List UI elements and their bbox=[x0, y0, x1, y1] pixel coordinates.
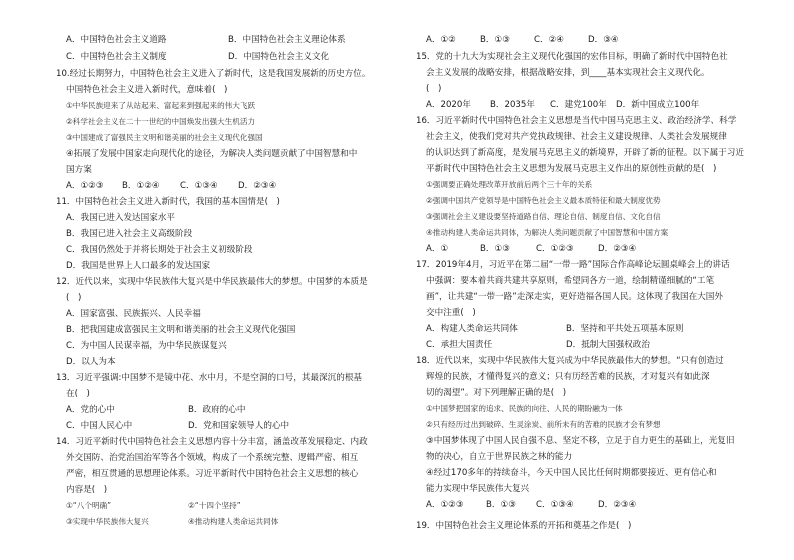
q15-stem-line-2: 会主义发展的战略安排，根据战略安排，到____基本实现社会主义现代化。 bbox=[426, 68, 710, 78]
q12-option-a[interactable]: A．国家富强、民族振兴、人民幸福 bbox=[66, 309, 201, 319]
q18-statement-3: ③中国梦体现了中国人民自强不息、坚定不移，立足于自力更生的基础上，光复旧 bbox=[426, 436, 735, 446]
q9-option-b[interactable]: B．中国特色社会主义理论体系 bbox=[228, 35, 346, 45]
q14-stem-line-2: 外交国防、治党治国治军等各个领域，构成了一个系统完整、逻辑严密、相互 bbox=[66, 453, 359, 463]
q10-statement-4-cont: 国方案 bbox=[66, 165, 92, 175]
q11-option-b[interactable]: B．我国已进入社会主义高级阶段 bbox=[66, 229, 193, 239]
q13-stem-line-2: 在( ) bbox=[66, 389, 90, 399]
q14-statement-3: ③实现中华民族伟大复兴 bbox=[66, 517, 149, 526]
q10-statement-1: ①中华民族迎来了从站起来、富起来到强起来的伟大飞跃 bbox=[66, 101, 256, 110]
q13-option-a[interactable]: A．党的心中 bbox=[66, 405, 115, 415]
q18-statement-1: ①中国梦把国家的追求、民族的向往、人民的期盼融为一体 bbox=[426, 404, 623, 413]
q12-stem-line-2: ( ) bbox=[66, 293, 82, 303]
q14-statement-4: ④推动构建人类命运共同体 bbox=[188, 517, 279, 526]
q16-option-b[interactable]: B．①③ bbox=[480, 244, 510, 254]
q10-statement-4: ④拓展了发展中国家走向现代化的途径，为解决人类问题贡献了中国智慧和中 bbox=[66, 149, 358, 159]
q15-option-d[interactable]: D．新中国成立100年 bbox=[616, 100, 700, 110]
q18-statement-3-cont: 物的决心，自立于世界民族之林的能力 bbox=[426, 452, 573, 462]
q14-option-d[interactable]: D．③④ bbox=[588, 35, 619, 45]
q17-stem-line-3: 画”，让共建“一带一路”走深走实，更好造福各国人民。这体现了我国在大国外 bbox=[426, 292, 723, 302]
q14-option-c[interactable]: C．②④ bbox=[534, 35, 565, 45]
q13-option-c[interactable]: C．中国人民心中 bbox=[66, 421, 133, 431]
q16-option-d[interactable]: D．②③④ bbox=[598, 244, 637, 254]
q16-stem-line-2: 社会主义，使我们党对共产党执政规律、社会主义建设规律、人类社会发展规律 bbox=[426, 132, 727, 142]
q16-statement-2: ②强调中国共产党领导是中国特色社会主义最本质特征和最大制度优势 bbox=[426, 196, 661, 205]
q10-stem-line-2: 中国特色社会主义进入新时代，意味着( ) bbox=[66, 85, 228, 95]
q15-option-c[interactable]: C．建党100年 bbox=[550, 100, 607, 110]
q17-stem-line-4: 交中注重( ) bbox=[426, 308, 476, 318]
q10-statement-3: ③中国建成了富强民主文明和谐美丽的社会主义现代化强国 bbox=[66, 133, 263, 142]
q18-stem-line-3: 切的渴望”。对下列理解正确的是( ) bbox=[426, 388, 567, 398]
q16-statement-1: ①强调要正确处理改革开放前后两个三十年的关系 bbox=[426, 180, 593, 189]
q16-option-a[interactable]: A．① bbox=[426, 244, 449, 254]
q13-option-d[interactable]: D．党和国家领导人的心中 bbox=[188, 421, 290, 431]
q15-stem-line-1: 15．党的十九大为实现社会主义现代化强国的宏伟目标，明确了新时代中国特色社 bbox=[416, 52, 728, 62]
q18-statement-4-cont: 能力实现中华民族伟大复兴 bbox=[426, 484, 530, 494]
q15-option-b[interactable]: B．2035年 bbox=[490, 100, 535, 110]
q11-stem: 11．中国特色社会主义进入新时代，我国的基本国情是( ) bbox=[56, 197, 280, 207]
q14-stem-line-3: 严密，相互贯通的思想理论体系。习近平新时代中国特色社会主义思想的核心 bbox=[66, 469, 359, 479]
q12-stem-line-1: 12．近代以来，实现中华民族伟大复兴是中华民族最伟大的梦想。中国梦的本质是 bbox=[56, 277, 368, 287]
q10-option-d[interactable]: D．②③④ bbox=[238, 181, 277, 191]
q14-option-a[interactable]: A．①② bbox=[426, 35, 456, 45]
q17-stem-line-1: 17．2019年4月，习近平在第二届“一带一路”国际合作高峰论坛圆桌峰会上的讲话 bbox=[416, 260, 730, 270]
q17-option-b[interactable]: B．坚持和平共处五项基本原则 bbox=[566, 324, 684, 334]
q17-option-d[interactable]: D．抵制大国强权政治 bbox=[566, 340, 650, 350]
q12-option-d[interactable]: D．以人为本 bbox=[66, 357, 116, 367]
q12-option-c[interactable]: C．为中国人民谋幸福，为中华民族谋复兴 bbox=[66, 341, 227, 351]
q17-option-c[interactable]: C．承担大国责任 bbox=[426, 340, 493, 350]
q11-option-d[interactable]: D．我国是世界上人口最多的发达国家 bbox=[66, 261, 211, 271]
q18-option-a[interactable]: A．①②③ bbox=[426, 500, 464, 510]
q17-option-a[interactable]: A．构建人类命运共同体 bbox=[426, 324, 518, 334]
q15-stem-line-3: ( ) bbox=[426, 84, 442, 94]
q18-option-c[interactable]: C．①③④ bbox=[536, 500, 574, 510]
q18-option-b[interactable]: B．①③ bbox=[486, 500, 516, 510]
q16-statement-4: ④推动构建人类命运共同体，为解决人类问题贡献了中国智慧和中国方案 bbox=[426, 228, 669, 237]
q11-option-a[interactable]: A．我国已进入发达国家水平 bbox=[66, 213, 176, 223]
q16-stem-line-4: 平新时代中国特色社会主义思想为发展马克思主义作出的原创性贡献的是( ) bbox=[426, 164, 717, 174]
q18-option-d[interactable]: D．②③④ bbox=[598, 500, 637, 510]
q9-option-d[interactable]: D．中国特色社会主义文化 bbox=[228, 52, 330, 62]
q16-stem-line-3: 的认识达到了新高度，是发展马克思主义的新境界，开辟了新的征程。以下属于习近 bbox=[426, 148, 744, 158]
q9-option-c[interactable]: C．中国特色社会主义制度 bbox=[66, 52, 167, 62]
q10-option-b[interactable]: B．①②④ bbox=[122, 181, 160, 191]
q18-statement-4: ④经过170多年的持续奋斗，今天中国人民比任何时期都要接近、更有信心和 bbox=[426, 468, 717, 478]
q10-statement-2: ②科学社会主义在二十一世纪的中国焕发出强大生机活力 bbox=[66, 117, 256, 126]
q15-option-a[interactable]: A．2020年 bbox=[426, 100, 471, 110]
q13-stem-line-1: 13．习近平强调:中国梦不是镜中花、水中月，不是空洞的口号，其最深沉的根基 bbox=[56, 373, 363, 383]
q18-statement-2: ②只有经历过出到破碎、生灵涂炭、前所未有的苦难的民族才会有梦想 bbox=[426, 420, 661, 429]
q10-option-c[interactable]: C．①③④ bbox=[180, 181, 218, 191]
q9-option-a[interactable]: A．中国特色社会主义道路 bbox=[66, 35, 167, 45]
q10-stem-line-1: 10.经过长期努力，中国特色社会主义进入了新时代，这是我国发展新的历史方位。 bbox=[56, 69, 371, 79]
q16-option-c[interactable]: C．①②③ bbox=[536, 244, 574, 254]
q19-stem: 19．中国特色社会主义理论体系的开拓和奠基之作是( ) bbox=[416, 521, 632, 531]
q14-stem-line-4: 内容是( ) bbox=[66, 485, 108, 495]
q18-stem-line-1: 18．近代以来，实现中华民族伟大复兴成为中华民族最伟大的梦想。“只有创造过 bbox=[416, 356, 724, 366]
q14-statement-1: ①“八个明确” bbox=[66, 501, 112, 510]
q16-statement-3: ③强调社会主义建设要坚持道路自信、理论自信、制度自信、文化自信 bbox=[426, 212, 661, 221]
q16-stem-line-1: 16．习近平新时代中国特色社会主义思想是当代中国马克思主义、政治经济学、科学 bbox=[416, 116, 737, 126]
q14-statement-2: ②“十四个坚持” bbox=[188, 501, 241, 510]
q17-stem-line-2: 中强调：要本着共商共建共享原则，希望同各方一道，绘制精谨细腻的“工笔 bbox=[426, 276, 715, 286]
q14-option-b[interactable]: B．①③ bbox=[480, 35, 510, 45]
q10-option-a[interactable]: A．①②③ bbox=[66, 181, 104, 191]
q11-option-c[interactable]: C．我国仍然处于并将长期处于社会主义初级阶段 bbox=[66, 245, 253, 255]
q12-option-b[interactable]: B．把我国建成富强民主文明和谐美丽的社会主义现代化强国 bbox=[66, 325, 296, 335]
q14-stem-line-1: 14．习近平新时代中国特色社会主义思想内容十分丰富，涵盖改革发展稳定、内政 bbox=[56, 437, 368, 447]
q13-option-b[interactable]: B．政府的心中 bbox=[188, 405, 246, 415]
q18-stem-line-2: 辉煌的民族，才懂得复兴的意义；只有历经苦难的民族，才对复兴有如此深 bbox=[426, 372, 710, 382]
